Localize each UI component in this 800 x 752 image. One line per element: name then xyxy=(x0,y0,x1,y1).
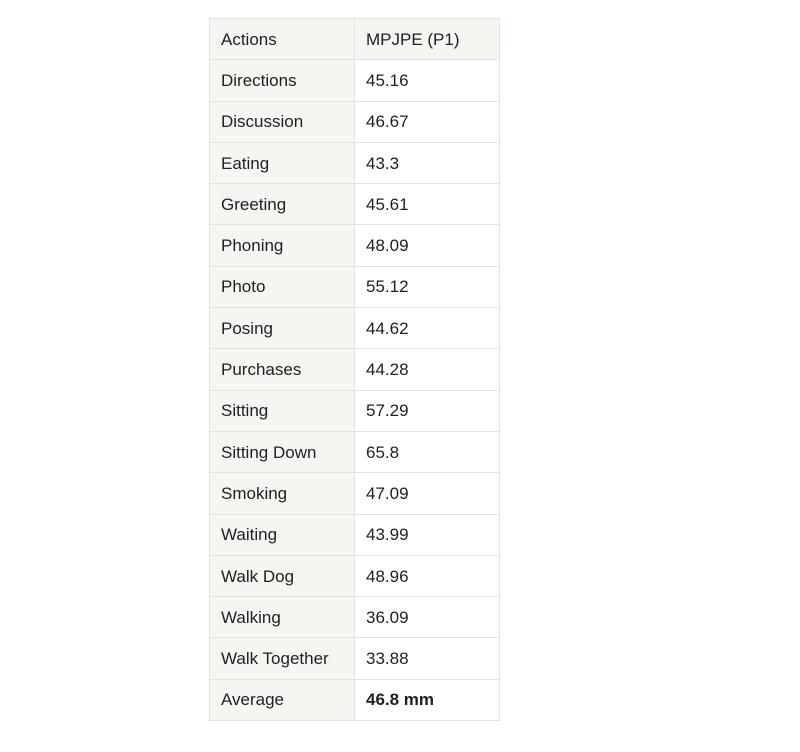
mpjpe-value-cell: 45.61 xyxy=(355,184,500,225)
mpjpe-value-cell: 33.88 xyxy=(355,638,500,679)
results-table-container xyxy=(209,18,499,721)
action-cell: Sitting xyxy=(210,390,355,431)
action-cell: Eating xyxy=(210,142,355,183)
action-cell: Smoking xyxy=(210,473,355,514)
action-cell: Sitting Down xyxy=(210,431,355,472)
table-row xyxy=(210,555,500,596)
average-row xyxy=(210,679,500,720)
mpjpe-value-cell: 48.09 xyxy=(355,225,500,266)
action-cell: Discussion xyxy=(210,101,355,142)
action-cell: Phoning xyxy=(210,225,355,266)
header-cell-mpjpe: MPJPE (P1) xyxy=(355,19,500,60)
table-row xyxy=(210,349,500,390)
table-row xyxy=(210,225,500,266)
mpjpe-value-cell: 47.09 xyxy=(355,473,500,514)
action-cell: Walk Dog xyxy=(210,555,355,596)
action-cell: Photo xyxy=(210,266,355,307)
mpjpe-value-cell: 57.29 xyxy=(355,390,500,431)
table-row xyxy=(210,184,500,225)
average-value-cell: 46.8 mm xyxy=(355,679,500,720)
action-cell: Posing xyxy=(210,308,355,349)
table-row xyxy=(210,473,500,514)
table-row xyxy=(210,390,500,431)
action-cell: Greeting xyxy=(210,184,355,225)
mpjpe-value-cell: 36.09 xyxy=(355,597,500,638)
mpjpe-value-cell: 43.3 xyxy=(355,142,500,183)
mpjpe-results-table xyxy=(209,18,500,721)
table-body xyxy=(210,19,500,721)
table-row xyxy=(210,308,500,349)
mpjpe-value-cell: 43.99 xyxy=(355,514,500,555)
mpjpe-value-cell: 44.62 xyxy=(355,308,500,349)
action-cell: Walking xyxy=(210,597,355,638)
table-row xyxy=(210,638,500,679)
table-row xyxy=(210,142,500,183)
action-cell: Waiting xyxy=(210,514,355,555)
table-header-row xyxy=(210,19,500,60)
mpjpe-value-cell: 45.16 xyxy=(355,60,500,101)
table-row xyxy=(210,266,500,307)
action-cell: Directions xyxy=(210,60,355,101)
table-row xyxy=(210,597,500,638)
table-row xyxy=(210,101,500,142)
mpjpe-value-cell: 55.12 xyxy=(355,266,500,307)
mpjpe-value-cell: 65.8 xyxy=(355,431,500,472)
table-row xyxy=(210,431,500,472)
mpjpe-value-cell: 46.67 xyxy=(355,101,500,142)
action-cell: Purchases xyxy=(210,349,355,390)
mpjpe-value-cell: 44.28 xyxy=(355,349,500,390)
mpjpe-value-cell: 48.96 xyxy=(355,555,500,596)
table-row xyxy=(210,514,500,555)
average-label-cell: Average xyxy=(210,679,355,720)
header-cell-actions: Actions xyxy=(210,19,355,60)
action-cell: Walk Together xyxy=(210,638,355,679)
table-row xyxy=(210,60,500,101)
